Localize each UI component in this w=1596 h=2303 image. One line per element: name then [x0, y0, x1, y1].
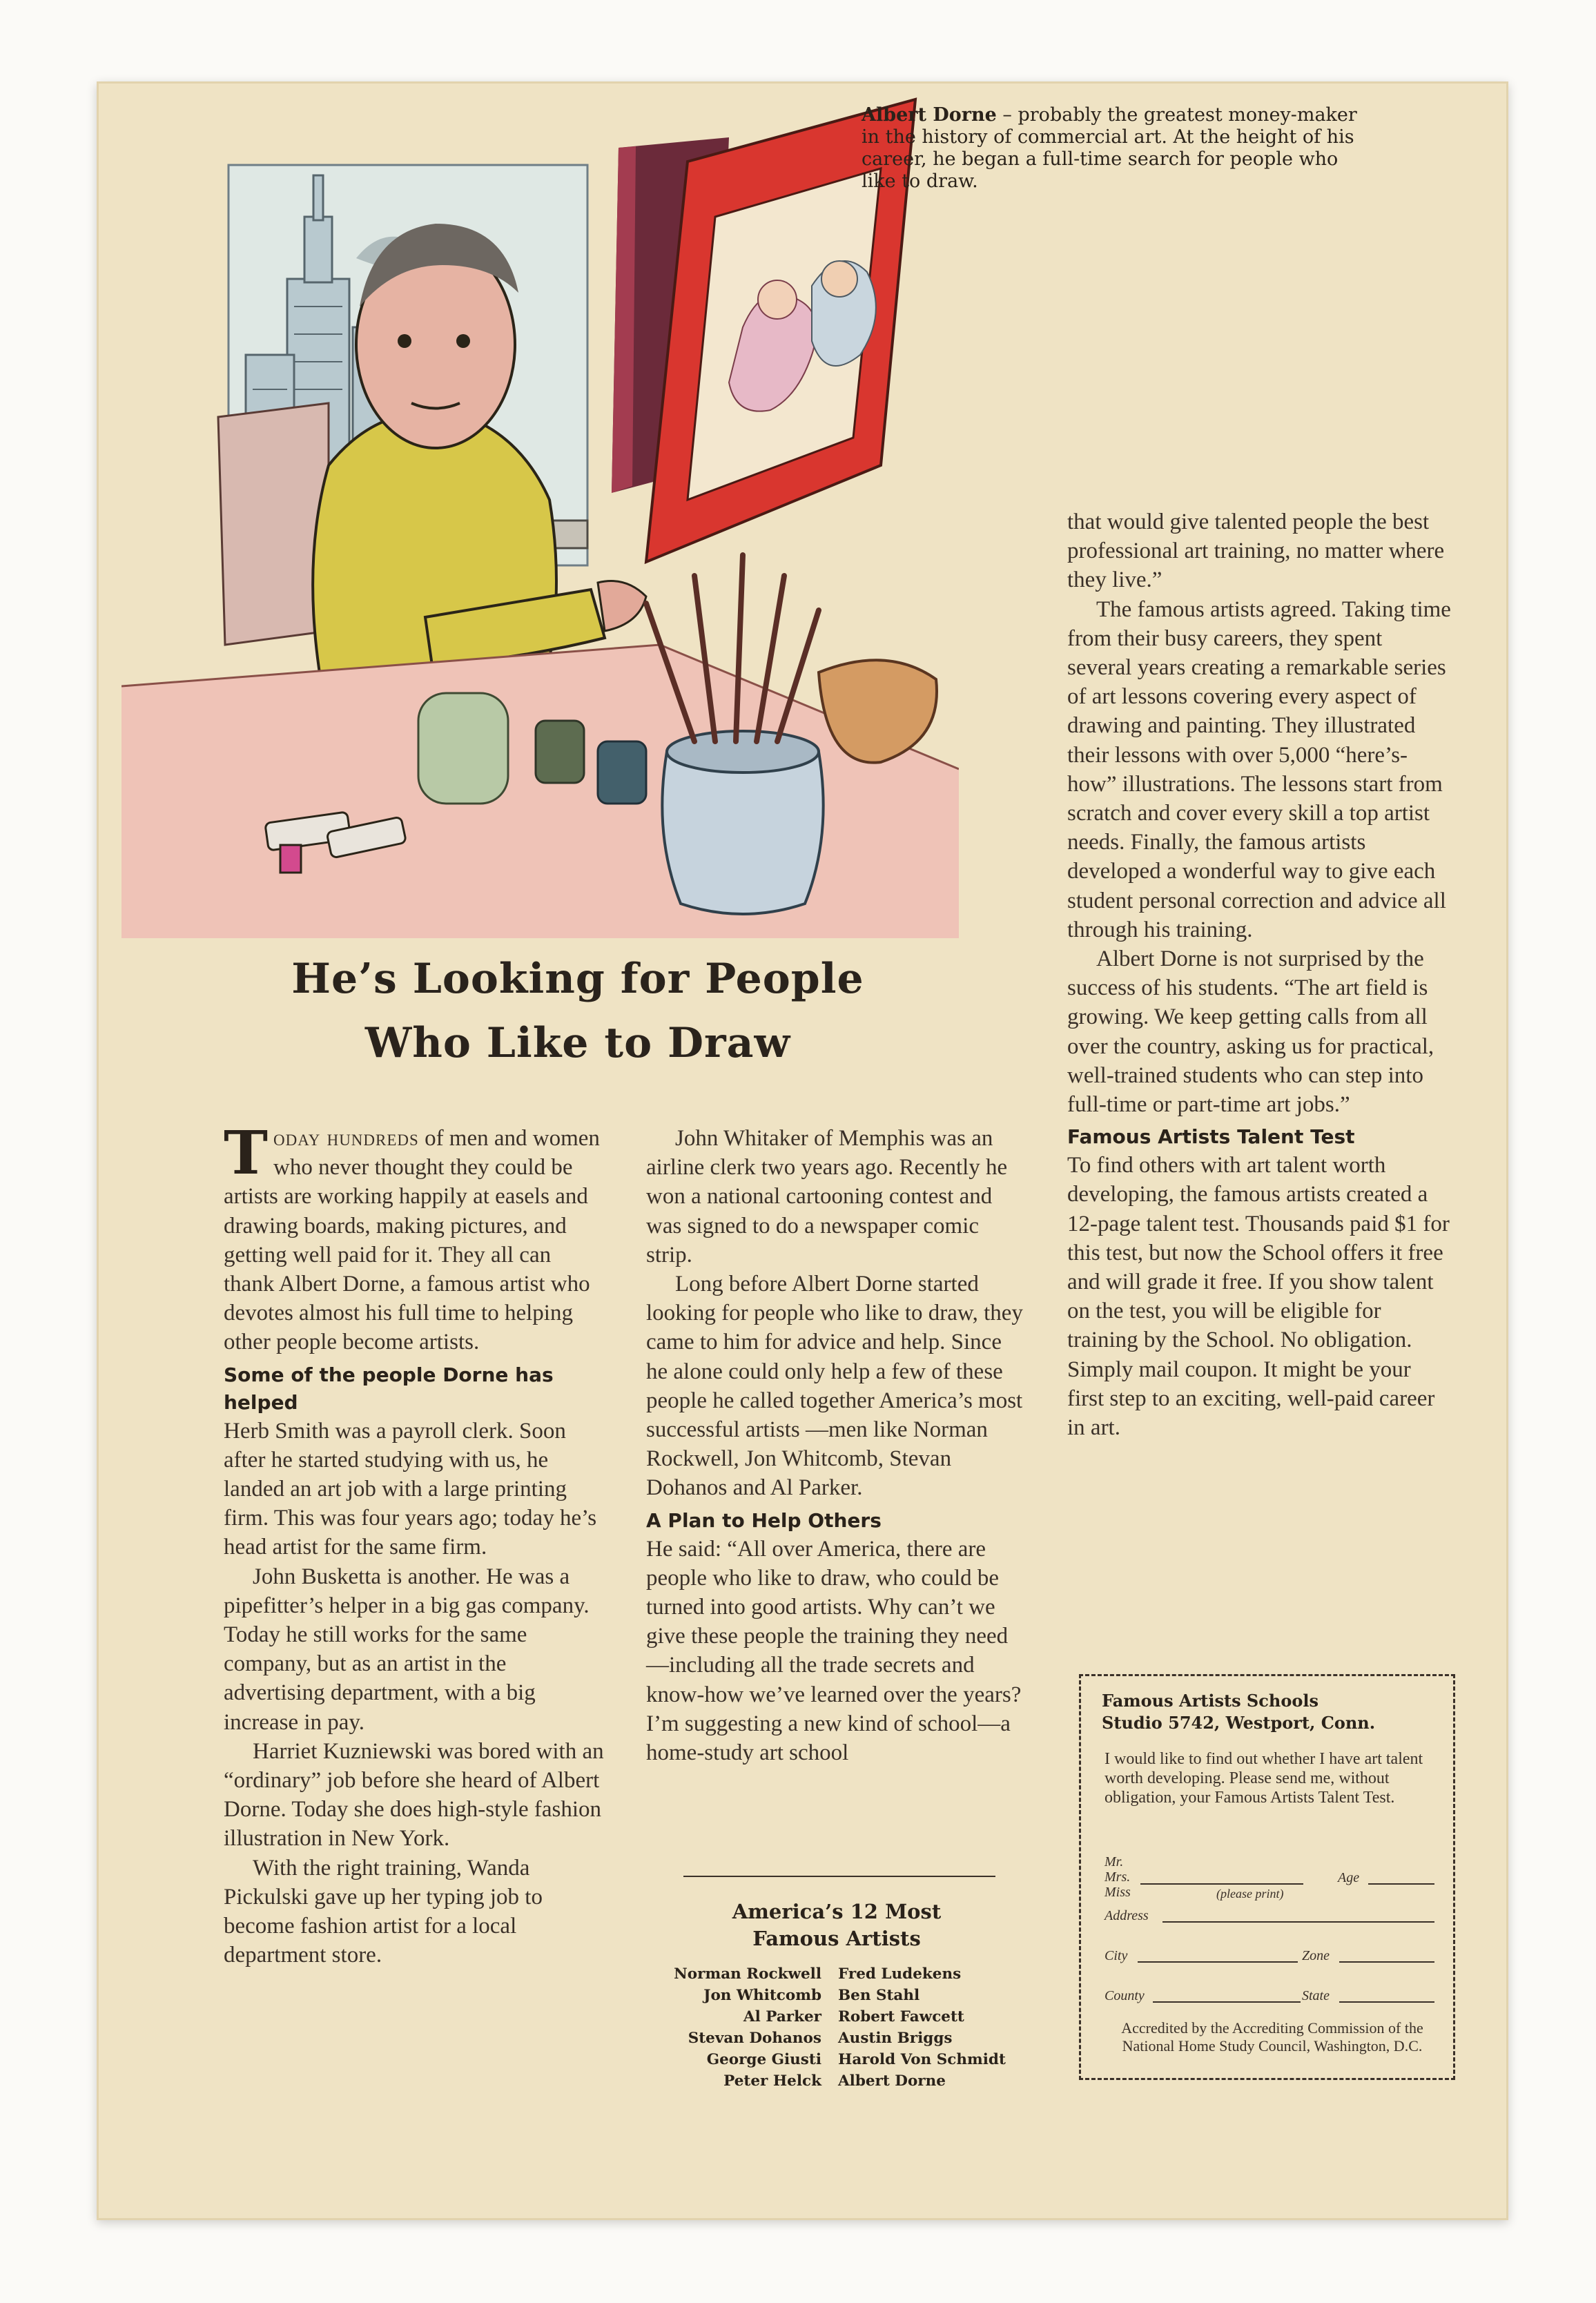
state-field[interactable] — [1339, 2001, 1434, 2003]
headline-line-1: He’s Looking for People — [291, 955, 864, 1003]
state-label: State — [1302, 1988, 1330, 2003]
drop-cap: T — [224, 1118, 268, 1188]
city-label: City — [1104, 1948, 1128, 1963]
headline-line-2: Who Like to Draw — [364, 1019, 791, 1067]
artists-list-title-line-1: America’s 12 Most — [732, 1900, 942, 1923]
paragraph: To find others with art talent worth developing, the famous artists created a 12-page talent test. Thousands paid $1 for this test, but now the School offers it free and will grade it free. If you show talent on the test, you will be eligible for training by the School. No obligation. Simply mail coupon. It might be your first step to an exciting, well-paid career in art. — [1067, 1153, 1450, 1441]
artists-list-title-line-2: Famous Artists — [752, 1927, 921, 1950]
age-label: Age — [1338, 1870, 1360, 1885]
paragraph: Herb Smith was a payroll clerk. Soon after he started studying with us, he landed an art job with a large printing firm. This was four years ago; today he’s head artist for the same firm. — [224, 1418, 597, 1560]
list-item — [646, 1963, 1033, 1985]
artist-name: Al Parker — [743, 2008, 821, 2025]
artist-name: Ben Stahl — [838, 1987, 920, 2004]
list-item — [646, 2049, 1033, 2070]
list-item — [646, 2070, 1033, 2092]
mr-label: Mr. — [1104, 1854, 1124, 1869]
artists-list — [646, 1963, 1033, 2092]
address-label: Address — [1104, 1908, 1149, 1923]
subheading: Some of the people Dorne has helped — [224, 1363, 554, 1414]
coupon-header — [1102, 1690, 1375, 1734]
mrs-label: Mrs. — [1104, 1869, 1131, 1885]
paragraph: Albert Dorne is not surprised by the success of his students. “The art field is growing. We keep getting calls from all over the country, asking us for practical, well-trained students who can step into full-time or part-time art jobs.” — [1067, 946, 1434, 1118]
artist-name: Robert Fawcett — [838, 2008, 964, 2025]
mail-coupon[interactable] — [1079, 1674, 1455, 2080]
caption-name: Albert Dorne — [862, 104, 997, 126]
artist-name: Peter Helck — [723, 2072, 821, 2090]
list-item — [646, 2028, 1033, 2049]
please-print-note: (please print) — [1216, 1887, 1284, 1901]
article-column-1 — [224, 1118, 605, 1970]
artist-name: Austin Briggs — [838, 2030, 953, 2047]
paragraph: of men and women who never thought they could be artists are working happily at easels and drawing boards, making pictures, and getting well paid for it. They all can thank Albert Dorne, a famous artist who devotes almost his full time to helping other people become artists. — [224, 1126, 600, 1355]
illustration-caption — [862, 104, 1359, 193]
artist-name: Harold Von Schmidt — [838, 2051, 1006, 2068]
artist-name: Albert Dorne — [838, 2072, 946, 2090]
paragraph: that would give talented people the best professional art training, no matter where they live.” — [1067, 509, 1445, 593]
artist-name: Stevan Dohanos — [688, 2030, 821, 2047]
list-item — [646, 1985, 1033, 2006]
paragraph: Long before Albert Dorne started looking for people who like to draw, they came to him for advice and help. Since he alone could only help a few of these people he called together America’s most successful artists —men like Norman Rockwell, Jon Whitcomb, Stevan Dohanos and Al Parker. — [646, 1272, 1023, 1501]
subheading: Famous Artists Talent Test — [1067, 1125, 1355, 1149]
paragraph: He said: “All over America, there are people who like to draw, who could be turned into good artists. Why can’t we give these people the training they need—including all the trade secrets and know-how we’ve learned over the years? I’m suggesting a new kind of school—a home-study art school — [646, 1536, 1022, 1766]
paragraph: The famous artists agreed. Taking time from their busy careers, they spent several years creating a remarkable series of art lessons covering every aspect of drawing and painting. They illustrated their lessons with over 5,000 “here’s-how” illustrations. The lessons start from scratch and cover every skill a top artist needs. Finally, the famous artists developed a wonderful way to give each student personal correction and advice all through his training. — [1067, 596, 1451, 942]
paragraph: John Busketta is another. He was a pipefitter’s helper in a big gas company. Today he still works for the same company, but as an artist in the advertising department, with a big increase in pay. — [224, 1564, 590, 1735]
artist-name: George Giusti — [706, 2051, 821, 2068]
coupon-body: I would like to find out whether I have art talent worth developing. Please send me, without obligation, your Famous Artists Talent Test. — [1104, 1750, 1423, 1807]
subheading: A Plan to Help Others — [646, 1508, 882, 1532]
name-field[interactable] — [1140, 1883, 1303, 1885]
artists-list-title — [646, 1898, 1027, 1952]
article-column-3 — [1067, 507, 1451, 1442]
county-label: County — [1104, 1988, 1145, 2003]
caption-text: – probably the greatest money-maker in the history of commercial art. At the height of his career, he began a full-time search for people who like to draw. — [862, 104, 1357, 192]
list-item — [646, 2006, 1033, 2028]
artist-name: Fred Ludekens — [838, 1965, 962, 1983]
artist-name: Jon Whitcomb — [703, 1987, 821, 2004]
address-field[interactable] — [1162, 1921, 1434, 1923]
paragraph: John Whitaker of Memphis was an airline clerk two years ago. Recently he won a national cartooning contest and was signed to do a newspaper comic strip. — [646, 1126, 1008, 1267]
coupon-header-line-2: Studio 5742, Westport, Conn. — [1102, 1713, 1376, 1733]
city-field[interactable] — [1138, 1961, 1298, 1963]
accreditation-note: Accredited by the Accrediting Commission of the National Home Study Council, Washington, D.C. — [1121, 2019, 1423, 2054]
lead-in: oday hundreds — [273, 1126, 419, 1151]
paragraph: Harriet Kuzniewski was bored with an “ordinary” job before she heard of Albert Dorne. Today she does high-style fashion illustration in New York. — [224, 1738, 604, 1852]
zone-field[interactable] — [1339, 1961, 1434, 1963]
artist-name: Norman Rockwell — [674, 1965, 821, 1983]
divider — [683, 1876, 995, 1877]
artist-illustration — [121, 79, 959, 938]
paragraph: With the right training, Wanda Pickulski gave up her typing job to become fashion artist for a local department store. — [224, 1855, 543, 1968]
zone-label: Zone — [1302, 1948, 1330, 1963]
county-field[interactable] — [1153, 2001, 1301, 2003]
miss-label: Miss — [1104, 1885, 1131, 1900]
age-field[interactable] — [1368, 1883, 1434, 1885]
article-column-2 — [646, 1124, 1027, 1767]
headline — [185, 947, 971, 1076]
coupon-header-line-1: Famous Artists Schools — [1102, 1691, 1318, 1711]
